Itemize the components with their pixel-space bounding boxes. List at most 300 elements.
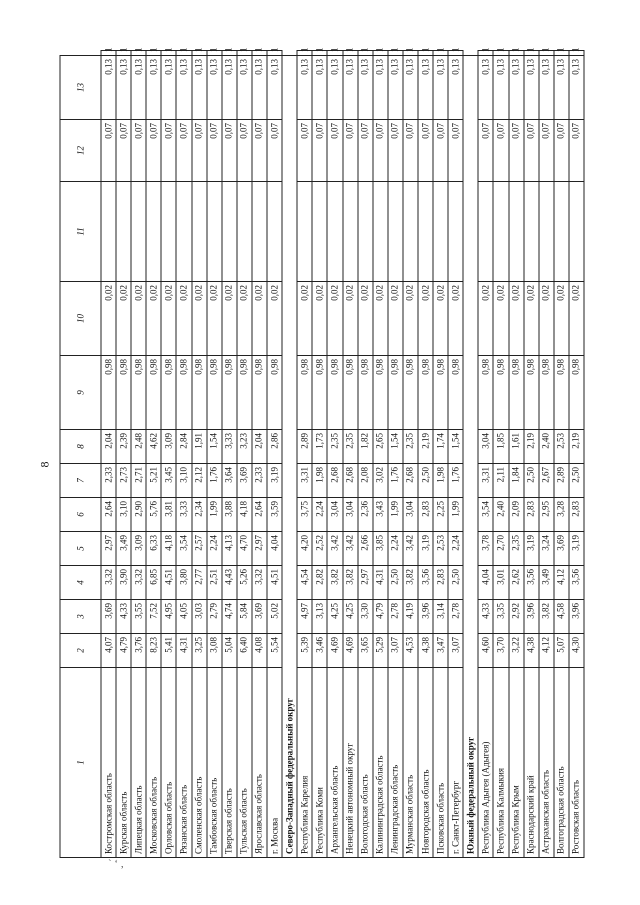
- value-cell: 0,13: [478, 56, 493, 120]
- value-cell: 0,02: [297, 282, 312, 356]
- value-cell: 3,55: [131, 600, 146, 634]
- value-cell: 3,33: [176, 498, 191, 532]
- value-cell: 4,12: [539, 634, 554, 668]
- value-cell: 3,04: [403, 498, 418, 532]
- value-cell: 1: [478, 51, 493, 56]
- value-cell: 0,98: [176, 356, 191, 430]
- value-cell: 0,98: [358, 356, 373, 430]
- value-cell: [569, 182, 584, 282]
- value-cell: 0,13: [116, 56, 131, 120]
- value-cell: 2,19: [569, 430, 584, 464]
- value-cell: 0,13: [358, 56, 373, 120]
- value-cell: 2,83: [524, 498, 539, 532]
- value-cell: 0,13: [297, 56, 312, 120]
- table-body: [101, 47, 584, 858]
- value-cell: 3,45: [161, 464, 176, 498]
- value-cell: 3,54: [478, 498, 493, 532]
- value-cell: 0,02: [237, 282, 252, 356]
- value-cell: 0,07: [312, 120, 327, 182]
- value-cell: 2,57: [192, 532, 207, 566]
- section-row: [282, 51, 297, 858]
- value-cell: 2,83: [569, 498, 584, 532]
- value-cell: 1,99: [448, 498, 463, 532]
- value-cell: 4,30: [569, 634, 584, 668]
- value-cell: 2,24: [388, 532, 403, 566]
- region-name-cell: Тамбовская область: [207, 668, 222, 858]
- value-cell: 3,04: [478, 430, 493, 464]
- value-cell: 2,62: [509, 566, 524, 600]
- region-name-cell: Костромская область: [101, 668, 116, 858]
- value-cell: 3,19: [524, 532, 539, 566]
- value-cell: 5,26: [237, 566, 252, 600]
- value-cell: 0,02: [161, 282, 176, 356]
- value-cell: 3,56: [418, 566, 433, 600]
- value-cell: [297, 182, 312, 282]
- value-cell: 0,98: [373, 356, 388, 430]
- value-cell: 3,04: [343, 498, 358, 532]
- value-cell: 0,07: [388, 120, 403, 182]
- value-cell: 2,51: [207, 566, 222, 600]
- value-cell: 0,07: [403, 120, 418, 182]
- region-name-cell: Краснодарский край: [524, 668, 539, 858]
- value-cell: 4,58: [554, 600, 569, 634]
- value-cell: 2,11: [493, 464, 508, 498]
- value-cell: 3,31: [478, 464, 493, 498]
- region-name-cell: Ленинградская область: [388, 668, 403, 858]
- value-cell: 1: [116, 51, 131, 56]
- value-cell: 0,07: [176, 120, 191, 182]
- value-cell: 5,21: [146, 464, 161, 498]
- value-cell: 3,56: [524, 566, 539, 600]
- value-cell: 5,54: [267, 634, 282, 668]
- value-cell: [509, 182, 524, 282]
- value-cell: 2,67: [539, 464, 554, 498]
- value-cell: 3,82: [539, 600, 554, 634]
- value-cell: 3,23: [237, 430, 252, 464]
- region-name-cell: Ненецкий автономный округ: [343, 668, 358, 858]
- value-cell: 3,32: [101, 566, 116, 600]
- value-cell: 3,96: [418, 600, 433, 634]
- value-cell: 2,50: [388, 566, 403, 600]
- column-header: 8: [60, 430, 101, 464]
- value-cell: 4,70: [237, 532, 252, 566]
- value-cell: 4,97: [297, 600, 312, 634]
- value-cell: 0,07: [373, 120, 388, 182]
- value-cell: 0,13: [373, 56, 388, 120]
- value-cell: 4,53: [403, 634, 418, 668]
- value-cell: 1,98: [312, 464, 327, 498]
- value-cell: 0,07: [327, 120, 342, 182]
- value-cell: [252, 182, 267, 282]
- table-row: [478, 51, 493, 858]
- value-cell: 2,40: [539, 430, 554, 464]
- value-cell: 3,22: [509, 634, 524, 668]
- column-header: 9: [60, 356, 101, 430]
- value-cell: 0,98: [161, 356, 176, 430]
- value-cell: 3,82: [343, 566, 358, 600]
- value-cell: 3,09: [131, 532, 146, 566]
- value-cell: 0,07: [252, 120, 267, 182]
- value-cell: 0,13: [554, 56, 569, 120]
- value-cell: 0,13: [388, 56, 403, 120]
- value-cell: 1: [388, 51, 403, 56]
- value-cell: 3,03: [192, 600, 207, 634]
- value-cell: 1,74: [433, 430, 448, 464]
- value-cell: 3,59: [267, 498, 282, 532]
- value-cell: 0,07: [509, 120, 524, 182]
- table-row: [448, 51, 463, 858]
- value-cell: 0,02: [176, 282, 191, 356]
- value-cell: 0,02: [478, 282, 493, 356]
- table-row: [403, 51, 418, 858]
- value-cell: 4,31: [373, 566, 388, 600]
- value-cell: 4,31: [176, 634, 191, 668]
- value-cell: 0,07: [554, 120, 569, 182]
- value-cell: 0,13: [539, 56, 554, 120]
- value-cell: 0,98: [116, 356, 131, 430]
- value-cell: 2,12: [192, 464, 207, 498]
- value-cell: 4,08: [252, 634, 267, 668]
- value-cell: [161, 182, 176, 282]
- page-number: 8: [37, 461, 52, 468]
- value-cell: 2,97: [358, 566, 373, 600]
- value-cell: 1: [297, 51, 312, 56]
- value-cell: 1,99: [388, 498, 403, 532]
- value-cell: 4,19: [403, 600, 418, 634]
- value-cell: [237, 182, 252, 282]
- value-cell: 3,54: [176, 532, 191, 566]
- value-cell: 4,51: [161, 566, 176, 600]
- value-cell: 0,98: [207, 356, 222, 430]
- region-name-cell: г. Санкт-Петербург: [448, 668, 463, 858]
- region-name-cell: Республика Коми: [312, 668, 327, 858]
- value-cell: 1,85: [493, 430, 508, 464]
- value-cell: 3,43: [373, 498, 388, 532]
- table-row: [207, 51, 222, 858]
- value-cell: 3,69: [252, 600, 267, 634]
- value-cell: 1,82: [358, 430, 373, 464]
- value-cell: 0,02: [146, 282, 161, 356]
- value-cell: 0,13: [237, 56, 252, 120]
- value-cell: 4,74: [222, 600, 237, 634]
- value-cell: 2,04: [101, 430, 116, 464]
- value-cell: 6,40: [237, 634, 252, 668]
- value-cell: 0,13: [267, 56, 282, 120]
- value-cell: 0,13: [569, 56, 584, 120]
- value-cell: 1: [327, 51, 342, 56]
- value-cell: 1: [509, 51, 524, 56]
- table-row: [192, 51, 207, 858]
- value-cell: 0,13: [493, 56, 508, 120]
- value-cell: 0,98: [448, 356, 463, 430]
- region-name-cell: Московская область: [146, 668, 161, 858]
- value-cell: 3,82: [327, 566, 342, 600]
- value-cell: 3,47: [433, 634, 448, 668]
- value-cell: 2,89: [554, 464, 569, 498]
- table-row: [131, 51, 146, 858]
- value-cell: 2,50: [418, 464, 433, 498]
- value-cell: 0,13: [252, 56, 267, 120]
- value-cell: 1: [554, 51, 569, 56]
- region-name-cell: Липецкая область: [131, 668, 146, 858]
- value-cell: [478, 182, 493, 282]
- value-cell: 3,80: [176, 566, 191, 600]
- value-cell: 0,13: [312, 56, 327, 120]
- value-cell: 0,98: [222, 356, 237, 430]
- value-cell: 2,82: [312, 566, 327, 600]
- value-cell: 0,02: [554, 282, 569, 356]
- table-row: [554, 51, 569, 858]
- value-cell: 0,98: [524, 356, 539, 430]
- value-cell: 0,07: [493, 120, 508, 182]
- value-cell: [116, 182, 131, 282]
- value-cell: 0,02: [373, 282, 388, 356]
- value-cell: 0,98: [131, 356, 146, 430]
- value-cell: 0,02: [207, 282, 222, 356]
- value-cell: 0,98: [478, 356, 493, 430]
- value-cell: 0,98: [297, 356, 312, 430]
- value-cell: 3,24: [539, 532, 554, 566]
- table-row: [237, 51, 252, 858]
- value-cell: 4,25: [343, 600, 358, 634]
- value-cell: 1: [539, 51, 554, 56]
- value-cell: 0,13: [418, 56, 433, 120]
- value-cell: 5,02: [267, 600, 282, 634]
- value-cell: 0,13: [176, 56, 191, 120]
- value-cell: 0,02: [569, 282, 584, 356]
- value-cell: [539, 182, 554, 282]
- value-cell: 0,98: [569, 356, 584, 430]
- region-name-cell: Республика Адыгея (Адыгея): [478, 668, 493, 858]
- value-cell: 0,02: [509, 282, 524, 356]
- value-cell: 1: [192, 51, 207, 56]
- region-name-cell: Тверская область: [222, 668, 237, 858]
- value-cell: 0,98: [554, 356, 569, 430]
- value-cell: 0,02: [539, 282, 554, 356]
- table-row: [358, 51, 373, 858]
- value-cell: 3,42: [403, 532, 418, 566]
- value-cell: 3,01: [493, 566, 508, 600]
- value-cell: 0,98: [237, 356, 252, 430]
- value-cell: 2,25: [433, 498, 448, 532]
- value-cell: 4,60: [478, 634, 493, 668]
- value-cell: 3,78: [478, 532, 493, 566]
- value-cell: 4,20: [297, 532, 312, 566]
- table-row: [222, 51, 237, 858]
- value-cell: 4,12: [554, 566, 569, 600]
- value-cell: 4,79: [116, 634, 131, 668]
- value-cell: 0,13: [146, 56, 161, 120]
- value-cell: 0,02: [358, 282, 373, 356]
- value-cell: 4,69: [343, 634, 358, 668]
- value-cell: 2,35: [327, 430, 342, 464]
- value-cell: [418, 182, 433, 282]
- value-cell: 4,33: [478, 600, 493, 634]
- value-cell: 0,02: [403, 282, 418, 356]
- value-cell: 3,56: [569, 566, 584, 600]
- value-cell: 4,04: [478, 566, 493, 600]
- value-cell: 0,13: [101, 56, 116, 120]
- value-cell: [222, 182, 237, 282]
- value-cell: 0,13: [192, 56, 207, 120]
- table-row: [312, 51, 327, 858]
- value-cell: 2,64: [252, 498, 267, 532]
- value-cell: 8,23: [146, 634, 161, 668]
- value-cell: 0,98: [267, 356, 282, 430]
- value-cell: 1: [161, 51, 176, 56]
- value-cell: [403, 182, 418, 282]
- value-cell: 7,52: [146, 600, 161, 634]
- table-row: [418, 51, 433, 858]
- value-cell: 0,13: [131, 56, 146, 120]
- value-cell: 3,46: [312, 634, 327, 668]
- value-cell: [207, 182, 222, 282]
- value-cell: 3,32: [252, 566, 267, 600]
- table-header-row: [60, 51, 101, 858]
- table-row: [569, 51, 584, 858]
- value-cell: 3,69: [237, 464, 252, 498]
- value-cell: 0,07: [237, 120, 252, 182]
- value-cell: 1,76: [448, 464, 463, 498]
- value-cell: 2,84: [176, 430, 191, 464]
- value-cell: 2,39: [116, 430, 131, 464]
- value-cell: 4,13: [222, 532, 237, 566]
- value-cell: 0,13: [403, 56, 418, 120]
- value-cell: 0,07: [161, 120, 176, 182]
- value-cell: 0,07: [207, 120, 222, 182]
- value-cell: 0,13: [207, 56, 222, 120]
- value-cell: 0,02: [222, 282, 237, 356]
- value-cell: 3,10: [116, 498, 131, 532]
- region-name-cell: г. Москва: [267, 668, 282, 858]
- value-cell: 3,31: [297, 464, 312, 498]
- value-cell: 2,24: [207, 532, 222, 566]
- region-name-cell: Ростовская область: [569, 668, 584, 858]
- value-cell: 1,54: [388, 430, 403, 464]
- value-cell: 0,07: [448, 120, 463, 182]
- value-cell: 2,70: [493, 532, 508, 566]
- value-cell: 1: [267, 51, 282, 56]
- value-cell: 0,02: [267, 282, 282, 356]
- value-cell: 0,98: [539, 356, 554, 430]
- region-name-cell: Астраханская область: [539, 668, 554, 858]
- value-cell: 1: [237, 51, 252, 56]
- table-row: [373, 51, 388, 858]
- value-cell: 3,33: [222, 430, 237, 464]
- value-cell: 1,76: [207, 464, 222, 498]
- value-cell: 2,97: [101, 532, 116, 566]
- column-header: 13: [60, 56, 101, 120]
- value-cell: 1,84: [509, 464, 524, 498]
- value-cell: 3,81: [161, 498, 176, 532]
- table-row: [343, 51, 358, 858]
- region-name-cell: Рязанская область: [176, 668, 191, 858]
- value-cell: 0,13: [524, 56, 539, 120]
- value-cell: 5,76: [146, 498, 161, 532]
- value-cell: 3,65: [358, 634, 373, 668]
- value-cell: 1: [448, 51, 463, 56]
- value-cell: [448, 182, 463, 282]
- value-cell: 1: [312, 51, 327, 56]
- value-cell: 0,98: [509, 356, 524, 430]
- value-cell: 3,19: [418, 532, 433, 566]
- table-row: [252, 51, 267, 858]
- value-cell: 3,88: [222, 498, 237, 532]
- value-cell: 0,07: [146, 120, 161, 182]
- value-cell: 3,30: [358, 600, 373, 634]
- value-cell: 0,98: [388, 356, 403, 430]
- value-cell: 1,54: [207, 430, 222, 464]
- value-cell: 2,78: [448, 600, 463, 634]
- value-cell: 1: [146, 51, 161, 56]
- value-cell: 1: [252, 51, 267, 56]
- value-cell: 3,96: [569, 600, 584, 634]
- value-cell: 5,07: [554, 634, 569, 668]
- value-cell: 1,76: [388, 464, 403, 498]
- value-cell: 0,07: [569, 120, 584, 182]
- value-cell: 3,09: [161, 430, 176, 464]
- value-cell: 0,02: [312, 282, 327, 356]
- value-cell: 3,96: [524, 600, 539, 634]
- value-cell: 2,68: [327, 464, 342, 498]
- scan-marks: ` ‘ ,: [108, 858, 124, 870]
- value-cell: [131, 182, 146, 282]
- value-cell: 2,50: [448, 566, 463, 600]
- value-cell: 0,13: [343, 56, 358, 120]
- value-cell: 0,02: [252, 282, 267, 356]
- value-cell: 2,86: [267, 430, 282, 464]
- value-cell: 3,19: [267, 464, 282, 498]
- value-cell: 0,98: [403, 356, 418, 430]
- value-cell: 0,07: [101, 120, 116, 182]
- value-cell: 2,48: [131, 430, 146, 464]
- value-cell: 0,07: [192, 120, 207, 182]
- value-cell: 2,40: [493, 498, 508, 532]
- value-cell: 4,25: [327, 600, 342, 634]
- value-cell: 3,07: [448, 634, 463, 668]
- value-cell: 4,05: [176, 600, 191, 634]
- value-cell: [327, 182, 342, 282]
- value-cell: 0,07: [539, 120, 554, 182]
- value-cell: [267, 182, 282, 282]
- column-header: 1: [60, 668, 101, 858]
- value-cell: 0,07: [297, 120, 312, 182]
- value-cell: 2,52: [312, 532, 327, 566]
- table-row: [116, 51, 131, 858]
- value-cell: 0,98: [493, 356, 508, 430]
- value-cell: 2,90: [131, 498, 146, 532]
- value-cell: 0,07: [131, 120, 146, 182]
- table-row: [176, 51, 191, 858]
- region-name-cell: Новгородская область: [418, 668, 433, 858]
- value-cell: 2,83: [433, 566, 448, 600]
- value-cell: [146, 182, 161, 282]
- value-cell: 0,02: [493, 282, 508, 356]
- value-cell: 3,25: [192, 634, 207, 668]
- value-cell: 0,13: [222, 56, 237, 120]
- section-title: Северо-Западный федеральный округ: [282, 56, 297, 858]
- value-cell: [176, 182, 191, 282]
- region-name-cell: Республика Карелия: [297, 668, 312, 858]
- value-cell: 4,62: [146, 430, 161, 464]
- value-cell: 2,73: [116, 464, 131, 498]
- value-cell: 2,35: [343, 430, 358, 464]
- region-name-cell: Курская область: [116, 668, 131, 858]
- value-cell: 2,08: [358, 464, 373, 498]
- column-header: 7: [60, 464, 101, 498]
- value-cell: 3,04: [327, 498, 342, 532]
- column-header: 6: [60, 498, 101, 532]
